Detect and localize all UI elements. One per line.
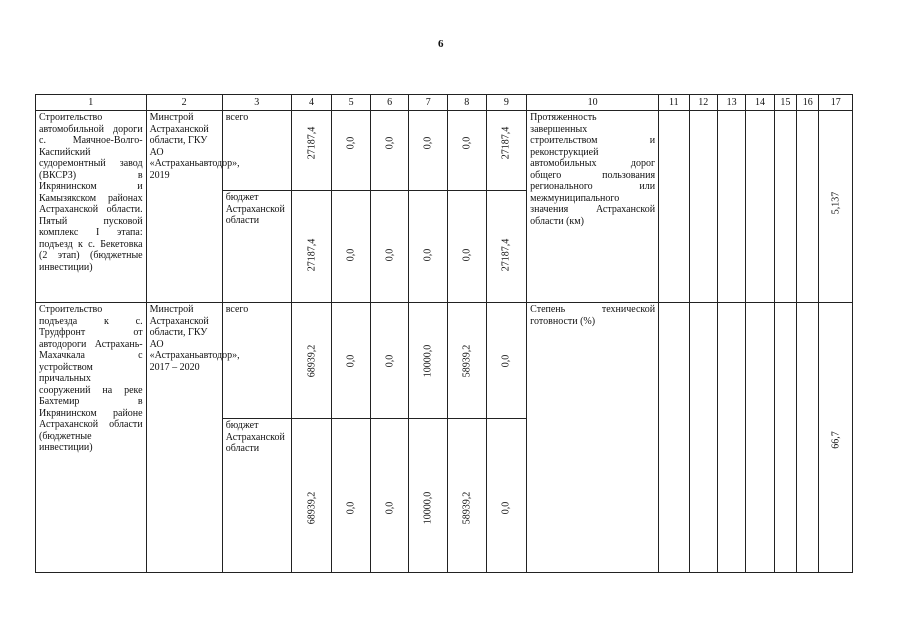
target-value: 5,137 bbox=[829, 191, 841, 214]
project-executor: Минстрой Астраханской области, ГКУ АО «Астраханьавтодор», 2017 – 2020 bbox=[146, 303, 222, 573]
value-cell bbox=[486, 303, 527, 419]
funding-source: всего bbox=[222, 111, 291, 191]
value-cell bbox=[448, 303, 487, 419]
value-cell bbox=[486, 191, 527, 303]
empty-cell bbox=[659, 303, 689, 573]
value-cell bbox=[448, 111, 487, 191]
target-value-cell bbox=[819, 111, 853, 303]
value-text: 68939,2 bbox=[305, 491, 317, 524]
empty-cell bbox=[797, 303, 819, 573]
value-text: 0,0 bbox=[383, 354, 395, 367]
table-row bbox=[36, 111, 853, 191]
value-cell bbox=[370, 111, 409, 191]
empty-cell bbox=[746, 303, 774, 573]
header-cell: 15 bbox=[774, 95, 796, 111]
header-cell: 12 bbox=[689, 95, 717, 111]
indicator-text: Степень технической готовности (%) bbox=[527, 303, 659, 573]
value-text: 58939,2 bbox=[461, 491, 473, 524]
empty-cell bbox=[689, 303, 717, 573]
value-cell bbox=[448, 191, 487, 303]
value-cell bbox=[409, 111, 448, 191]
target-value: 66,7 bbox=[829, 431, 841, 449]
funding-source: бюджет Астраханской области bbox=[222, 191, 291, 303]
project-name: Строительство подъезда к с. Трудфронт от автодороги Астрахань-Махачкала с устройством причальных сооружений на реке Бахтемир в Икрянинском районе Астраханской области (бюджетные инвестиции) bbox=[36, 303, 147, 573]
header-cell: 2 bbox=[146, 95, 222, 111]
header-cell: 17 bbox=[819, 95, 853, 111]
header-cell: 11 bbox=[659, 95, 689, 111]
target-value-cell bbox=[819, 303, 853, 573]
value-cell bbox=[409, 419, 448, 573]
indicator-text: Протяженность завершенных строительством и реконструкцией автомобильных дорог общего пользования регионального или межмуниципального значения Астраханской области (км) bbox=[527, 111, 659, 303]
value-cell bbox=[332, 419, 371, 573]
value-cell bbox=[332, 191, 371, 303]
value-text: 27187,4 bbox=[500, 126, 512, 159]
funding-source: всего bbox=[222, 303, 291, 419]
funding-source: бюджет Астраханской области bbox=[222, 419, 291, 573]
value-cell bbox=[291, 191, 332, 303]
empty-cell bbox=[717, 111, 745, 303]
header-cell: 10 bbox=[527, 95, 659, 111]
project-executor: Минстрой Астраханской области, ГКУ АО «Астраханьавтодор», 2019 bbox=[146, 111, 222, 303]
value-text: 10000,0 bbox=[422, 344, 434, 377]
empty-cell bbox=[774, 111, 796, 303]
value-cell bbox=[409, 303, 448, 419]
empty-cell bbox=[774, 303, 796, 573]
header-cell: 13 bbox=[717, 95, 745, 111]
program-table bbox=[35, 94, 853, 573]
table-row bbox=[36, 303, 853, 419]
value-cell bbox=[291, 303, 332, 419]
value-text: 27187,4 bbox=[305, 239, 317, 272]
value-text: 0,0 bbox=[383, 136, 395, 149]
header-cell: 1 bbox=[36, 95, 147, 111]
empty-cell bbox=[717, 303, 745, 573]
header-cell: 16 bbox=[797, 95, 819, 111]
header-cell: 6 bbox=[370, 95, 409, 111]
value-text: 0,0 bbox=[345, 136, 357, 149]
value-text: 0,0 bbox=[383, 501, 395, 514]
page-number: 6 bbox=[438, 38, 444, 50]
value-cell bbox=[291, 111, 332, 191]
empty-cell bbox=[689, 111, 717, 303]
header-cell: 7 bbox=[409, 95, 448, 111]
project-name: Строительство автомобильной дороги с. Маячное-Волго-Каспийский судоремонтный завод (ВКСРЗ) в Икрянинском и Камызякском районах Астраханской области. Пятый пусковой комплекс I этапа: подъезд к с. Бекетовка (2 этап) (бюджетные инвестиции) bbox=[36, 111, 147, 303]
header-cell: 8 bbox=[448, 95, 487, 111]
value-text: 0,0 bbox=[345, 249, 357, 262]
value-text: 10000,0 bbox=[422, 491, 434, 524]
value-text: 0,0 bbox=[461, 249, 473, 262]
value-text: 0,0 bbox=[461, 136, 473, 149]
header-cell: 14 bbox=[746, 95, 774, 111]
value-cell bbox=[370, 303, 409, 419]
value-text: 0,0 bbox=[345, 354, 357, 367]
header-cell: 4 bbox=[291, 95, 332, 111]
value-text: 68939,2 bbox=[305, 344, 317, 377]
header-cell: 9 bbox=[486, 95, 527, 111]
value-cell bbox=[370, 419, 409, 573]
value-cell bbox=[291, 419, 332, 573]
value-text: 0,0 bbox=[345, 501, 357, 514]
value-cell bbox=[486, 111, 527, 191]
value-text: 58939,2 bbox=[461, 344, 473, 377]
value-cell bbox=[332, 303, 371, 419]
value-cell bbox=[409, 191, 448, 303]
empty-cell bbox=[797, 111, 819, 303]
value-text: 0,0 bbox=[422, 136, 434, 149]
empty-cell bbox=[746, 111, 774, 303]
value-cell bbox=[486, 419, 527, 573]
header-cell: 5 bbox=[332, 95, 371, 111]
value-text: 27187,4 bbox=[305, 126, 317, 159]
value-text: 0,0 bbox=[383, 249, 395, 262]
value-text: 0,0 bbox=[422, 249, 434, 262]
header-cell: 3 bbox=[222, 95, 291, 111]
header-row bbox=[36, 95, 853, 111]
value-cell bbox=[370, 191, 409, 303]
value-text: 0,0 bbox=[500, 354, 512, 367]
value-cell bbox=[332, 111, 371, 191]
empty-cell bbox=[659, 111, 689, 303]
value-text: 27187,4 bbox=[500, 239, 512, 272]
value-cell bbox=[448, 419, 487, 573]
value-text: 0,0 bbox=[500, 501, 512, 514]
